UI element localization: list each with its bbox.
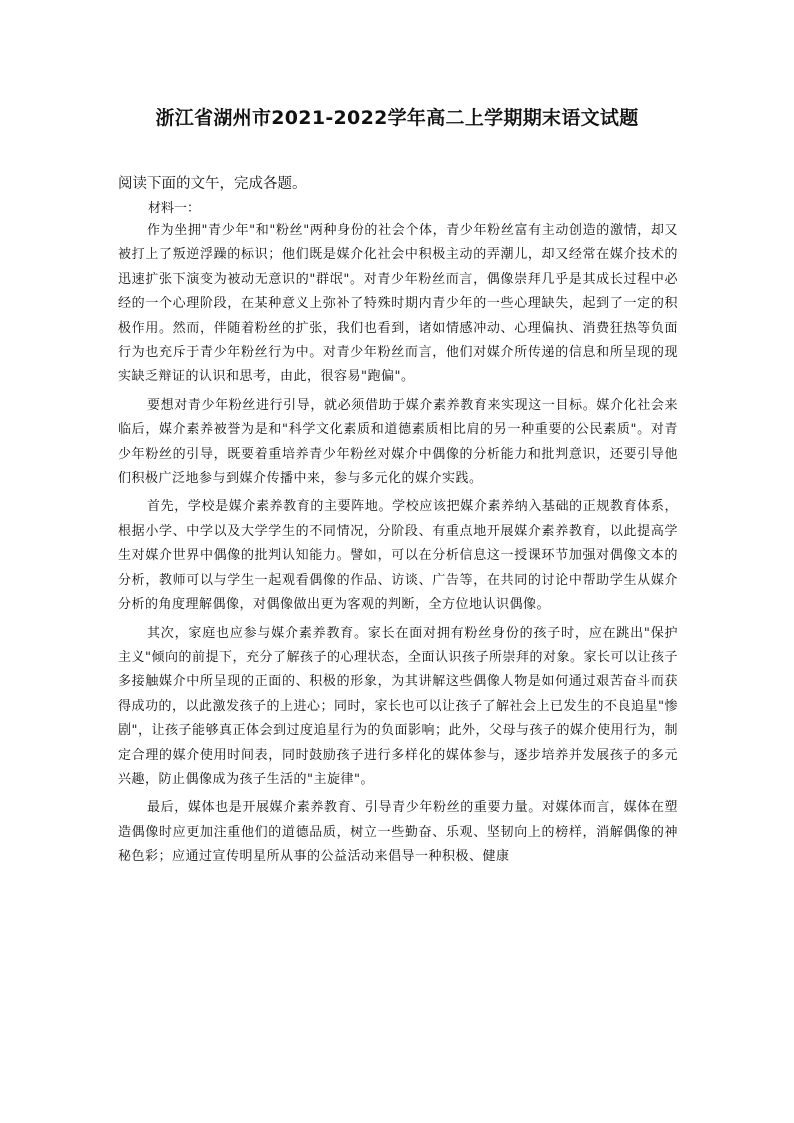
- material-label: 材料一：: [148, 201, 201, 216]
- paragraph-3: 首先，学校是媒介素养教育的主要阵地。学校应该把媒介素养纳入基础的正规教育体系，根据小学、中学以及大学学生的不同情况，分阶段、有重点地开展媒介素养教育，以此提高学生对媒介世界中偶像的批判认知能力。譬如，可以在分析信息这一授课环节加强对偶像文本的分析，教师可以与学生一起观看偶像的作品、访谈、广告等，在共同的讨论中帮助学生从媒介分析的角度理解偶像，对偶像做出更为客观的判断，全方位地认识偶像。: [118, 499, 678, 613]
- paragraph-2: 要想对青少年粉丝进行引导，就必须借助于媒介素养教育来实现这一目标。媒介化社会来临后，媒介素养被誉为是和"科学文化素质和道德素质相比肩的另一种重要的公民素质"。对青少年粉丝的引导，既要着重培养青少年粉丝对媒介中偶像的分析能力和批判意识，还要引导他们积极广泛地参与到媒介传播中来，参与多元化的媒介实践。: [118, 397, 678, 487]
- reading-instruction: 阅读下面的文午，完成各题。: [118, 176, 307, 192]
- paragraph-4: 其次，家庭也应参与媒介素养教育。家长在面对拥有粉丝身份的孩子时，应在跳出"保护主义"倾向的前提下，充分了解孩子的心理状态，全面认识孩子所崇拜的对象。家长可以让孩子多接触媒介中所呈现的正面的、积极的形象，为其讲解这些偶像人物是如何通过艰苦奋斗而获得成功的，以此激发孩子的上进心；同时，家长也可以让孩子了解社会上已发生的不良追星"惨剧"，让孩子能够真正体会到过度追星行为的负面影响；此外，父母与孩子的媒介使用行为，制定合理的媒介使用时间表，同时鼓励孩子进行多样化的媒体参与，逐步培养并发展孩子的多元兴趣，防止偶像成为孩子生活的"主旋律"。: [118, 625, 678, 787]
- article-body: [118, 219, 678, 874]
- paragraph-5: 最后，媒体也是开展媒介素养教育、引导青少年粉丝的重要力量。对媒体而言，媒体在塑造偶像时应更加注重他们的道德品质，树立一些勤奋、乐观、坚韧向上的榜样，消解偶像的神秘色彩；应通过宣传明星所从事的公益活动来倡导一种积极、健康: [118, 800, 678, 865]
- page-title: 浙江省湖州市2021-2022学年高二上学期期末语文试题: [155, 107, 639, 129]
- paragraph-1: 作为坐拥"青少年"和"粉丝"两种身份的社会个体，青少年粉丝富有主动创造的激情，却又被打上了叛逆浮躁的标识；他们既是媒介化社会中积极主动的弄潮儿，却又经常在媒介技术的迅速扩张下演变为被动无意识的"群氓"。对青少年粉丝而言，偶像崇拜几乎是其成长过程中必经的一个心理阶段，在某种意义上弥补了特殊时期内青少年的一些心理缺失，起到了一定的积极作用。然而，伴随着粉丝的扩张，我们也看到，诸如情感冲动、心理偏执、消费狂热等负面行为也充斥于青少年粉丝行为中。对青少年粉丝而言，他们对媒介所传递的信息和所呈现的现实缺乏辩证的认识和思考，由此，很容易"跑偏"。: [118, 223, 678, 385]
